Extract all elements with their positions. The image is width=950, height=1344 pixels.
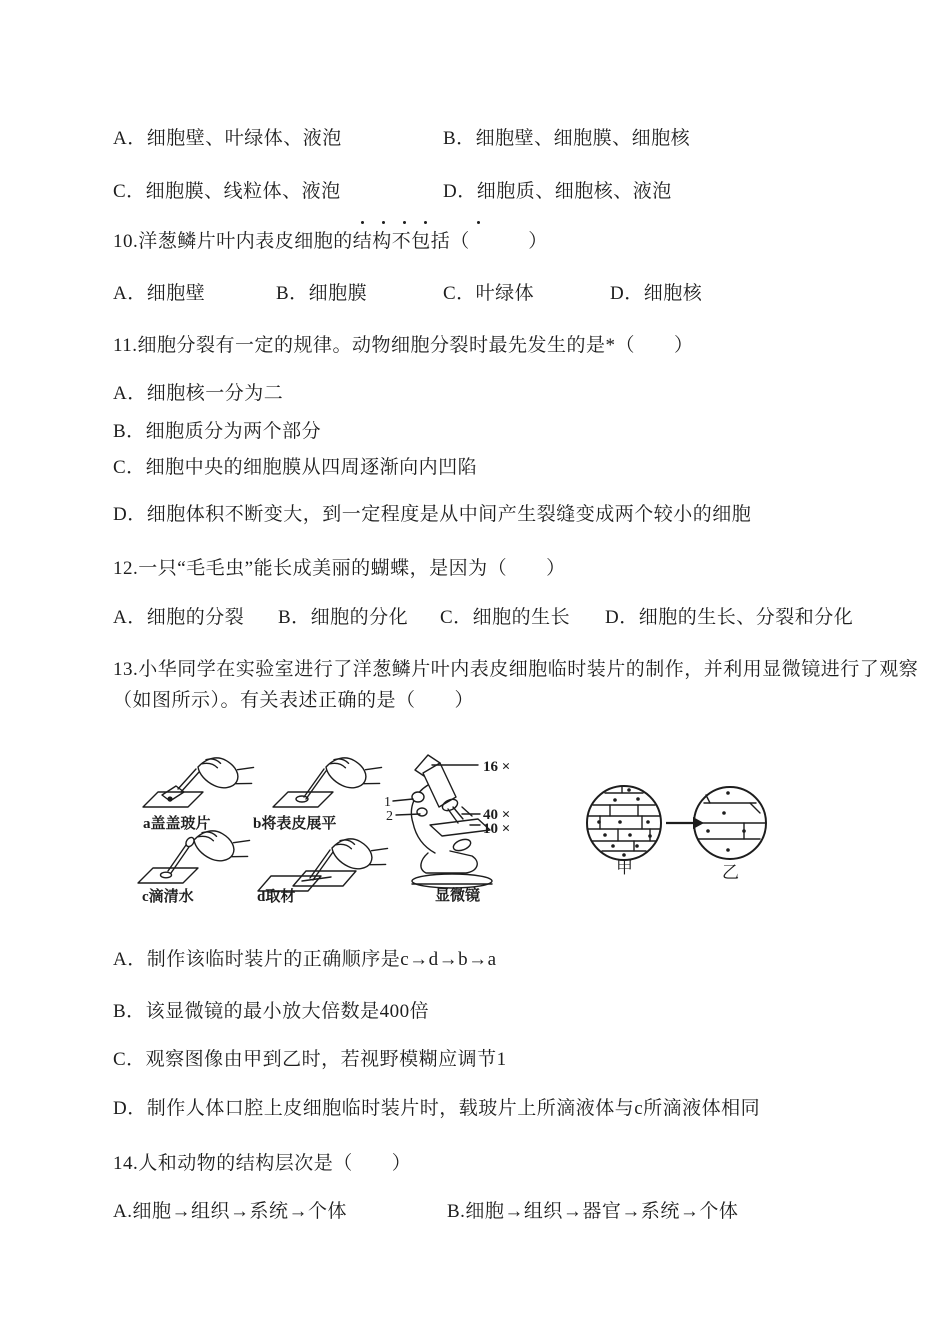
q14-option-a: A.细胞→组织→系统→个体 [113,1201,347,1222]
q11-option-d: D．细胞体积不断变大，到一定程度是从中间产生裂缝变成两个较小的细胞 [113,504,752,525]
q10-stem [113,230,548,254]
q9-option-d: D．细胞质、细胞核、液泡 [443,181,672,202]
microscope-label: 显微镜 [435,888,481,904]
step-c-sketch [138,827,252,883]
q12-option-a: A．细胞的分裂 [113,607,245,628]
q13-option-c: C．观察图像由甲到乙时，若视野模糊应调节1 [113,1049,507,1070]
field-view-yi [694,787,766,859]
q10-option-c: C．叶绿体 [443,283,535,304]
callout-1-label: 1 [384,795,391,810]
objective-40x-label: 40 × [483,807,511,823]
q12-stem: 12.一只“毛毛虫”能长成美丽的蝴蝶，是因为（ ） [113,558,566,579]
q11-option-a: A．细胞核一分为二 [113,383,284,404]
q12-option-d: D．细胞的生长、分裂和分化 [605,607,854,628]
field-yi-label: 乙 [722,863,739,882]
q11-option-c: C．细胞中央的细胞膜从四周逐渐向内凹陷 [113,457,478,478]
field-jia-label: 甲 [616,858,633,877]
q14-stem: 14.人和动物的结构层次是（ ） [113,1153,412,1174]
q13-stem-line2: （如图所示）。有关表述正确的是（ ） [113,690,475,711]
q13-option-d: D．制作人体口腔上皮细胞临时装片时，载玻片上所滴液体与c所滴液体相同 [113,1098,761,1119]
question-13-figure [110,745,790,913]
q11-stem: 11.细胞分裂有一定的规律。动物细胞分裂时最先发生的是*（ ） [113,335,694,356]
q9-option-c: C．细胞膜、线粒体、液泡 [113,181,341,202]
step-a-sketch [143,754,256,807]
eyepiece-magnification-label: 16 × [483,759,511,775]
q13-option-b: B．该显微镜的最小放大倍数是400倍 [113,1001,430,1022]
q10-option-a: A．细胞壁 [113,283,206,304]
callout-2-label: 2 [386,809,393,824]
q9-option-b: B．细胞壁、细胞膜、细胞核 [443,128,691,149]
callout-line-1 [393,799,413,801]
field-view-jia [587,786,661,860]
q14-option-b: B.细胞→组织→器官→系统→个体 [447,1201,739,1222]
microscope-sketch [411,755,492,888]
q13-stem-line1: 13.小华同学在实验室进行了洋葱鳞片叶内表皮细胞临时装片的制作，并利用显微镜进行了观察 [113,659,919,680]
step-d-label: d取材 [257,889,296,905]
q10-option-b: B．细胞膜 [276,283,368,304]
q11-option-b: B．细胞质分为两个部分 [113,421,322,442]
objective-10x-label: 10 × [483,821,511,837]
step-b-sketch [273,754,384,807]
step-d-sketch [258,835,390,891]
emphasis-dot [477,221,480,224]
q10-stem-prefix: 10.洋葱鳞片叶内表皮细胞的结构 [113,231,392,252]
q13-option-a: A．制作该临时装片的正确顺序是c→d→b→a [113,949,497,970]
q10-option-d: D．细胞核 [610,283,703,304]
figure-canvas [110,745,790,913]
emphasis-dot [403,221,406,224]
q12-option-b: B．细胞的分化 [278,607,409,628]
q10-stem-suffix: （ ） [450,231,548,252]
q9-option-a: A．细胞壁、叶绿体、液泡 [113,128,342,149]
step-a-label: a盖盖玻片 [143,816,211,832]
step-b-label: b将表皮展平 [253,816,337,832]
emphasis-dot [361,221,364,224]
emphasis-dot [424,221,427,224]
step-c-label: c滴清水 [142,889,194,905]
callout-line-2 [396,814,420,815]
emphasis-dot [382,221,385,224]
q10-stem-emphasis: 不包括 [391,231,451,252]
q12-option-c: C．细胞的生长 [440,607,571,628]
